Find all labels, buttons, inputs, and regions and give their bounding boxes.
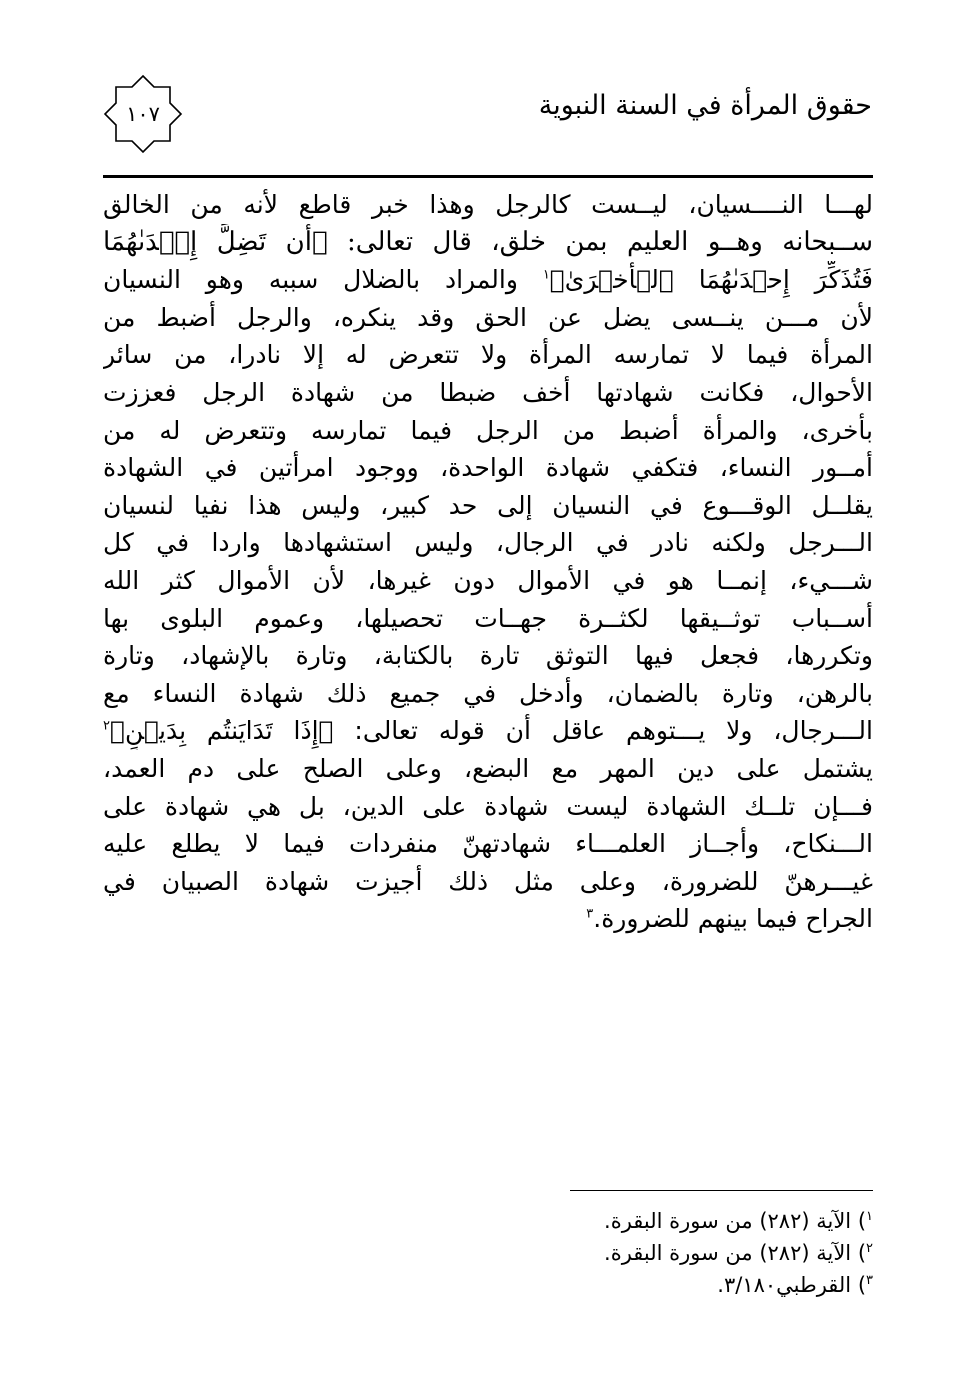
body-text <box>103 186 873 938</box>
page-number-badge <box>103 74 183 154</box>
body-line <box>103 900 873 938</box>
footnote-marker: ٣ <box>586 906 594 922</box>
page-number: ١٠٧ <box>126 102 160 126</box>
body-line: يشتمل على دين المهر مع البضع، وعلى الصلح على دم العمد، <box>103 753 873 783</box>
body-line: لأن مـــن ينــسى يضل عن الحق وقد ينكره، والرجل أضبط من <box>103 302 873 332</box>
footnotes <box>604 1205 873 1301</box>
body-line: لهـــا النــــسيان، ليــست كالرجل وهذا خبر قاطع لأنه من الخالق <box>103 190 873 219</box>
body-line: الـــرجل ولكنه نادر في الرجال، وليس استشهادها واردا في كل <box>103 528 873 558</box>
body-line: أســباب توثــيقها لكثــرة جهــات تحصيلها، وعموم البلوى بها <box>103 603 873 633</box>
body-line-text: الجراح فيما بينهم للضرورة. <box>593 904 873 934</box>
body-line: فـــإن تلــك الشهادة ليست شهادة على الدين، بل هي شهادة على <box>103 791 873 821</box>
footnote-marker: ١ <box>866 1209 873 1224</box>
body-line: الـــنكاح، وأجــاز العلمـــاء شهادتهنّ منفردات فيما لا يطلع عليه <box>103 829 873 859</box>
footnote-item <box>604 1269 873 1301</box>
footnote-text: ) الآية (٢٨٢) من سورة البقرة. <box>604 1241 867 1265</box>
body-line: غيـــرهنّ للضرورة، وعلى مثل ذلك أجيزت شهادة الصبيان في <box>103 866 873 896</box>
body-line: يقلــل الوقـــوع في النسيان إلى حد كبير، وليس هذا نفيا لنسيان <box>103 490 873 520</box>
body-line: بأخرى، والمرأة أضبط من الرجل فيما تمارسه وتتعرض له من <box>103 415 873 445</box>
footnote-marker: ١ <box>542 267 550 283</box>
footnote-marker: ٢ <box>103 718 110 734</box>
body-line: المرأة فيما لا تمارسه المرأة ولا تتعرض له إلا نادرا، من سائر <box>103 340 873 370</box>
body-line-text: والمراد بالضلال سببه وهو النسيان <box>103 265 543 295</box>
footnote-item <box>604 1205 873 1237</box>
body-line: شـــيء، إنمــا هو في الأموال دون غيرها، لأن الأموال كثر الله <box>103 565 873 595</box>
footnote-item <box>604 1237 873 1269</box>
body-line-text: فَتُذَكِّرَ إِحۡدَىٰهُمَا ٱلۡأُخۡرَىٰ﴾ <box>549 265 873 295</box>
body-line: الـــرجال، ولا يـــتوهم عاقل أن قوله تعالى: ﴿إِذَا تَدَايَنتُم بِدَيۡنٍ﴾$^٢$ <box>103 716 873 746</box>
body-line <box>103 261 873 299</box>
footnote-divider <box>570 1190 873 1191</box>
body-line: وتكررها، فجعل فيها التوثق تارة بالكتابة، وتارة بالإشهاد، وتارة <box>103 641 873 671</box>
body-line: أمــور النساء، فتكفي شهادة الواحدة، ووجود امرأتين في الشهادة <box>103 453 873 483</box>
footnote-text: ) الآية (٢٨٢) من سورة البقرة. <box>604 1209 867 1233</box>
footnote-marker: ٣ <box>866 1273 873 1288</box>
body-line: الأحوال، فكانت شهادتها أخف ضبطا من شهادة الرجل فعززت <box>103 377 873 407</box>
body-line: ســبحانه وهــو العليم بمن خلق، قال تعالى: ﴿أَن تَضِلَّ إِحۡدَىٰهُمَا <box>103 226 873 257</box>
footnote-text: ) القرطبي٣/١٨٠. <box>717 1273 867 1297</box>
page-header-title: حقوق المرأة في السنة النبوية <box>538 90 872 121</box>
body-line: بالرهن، وتارة بالضمان، وأدخل في جميع ذلك شهادة النساء مع <box>103 678 873 708</box>
header-divider <box>103 175 873 178</box>
footnote-marker: ٢ <box>866 1241 873 1256</box>
